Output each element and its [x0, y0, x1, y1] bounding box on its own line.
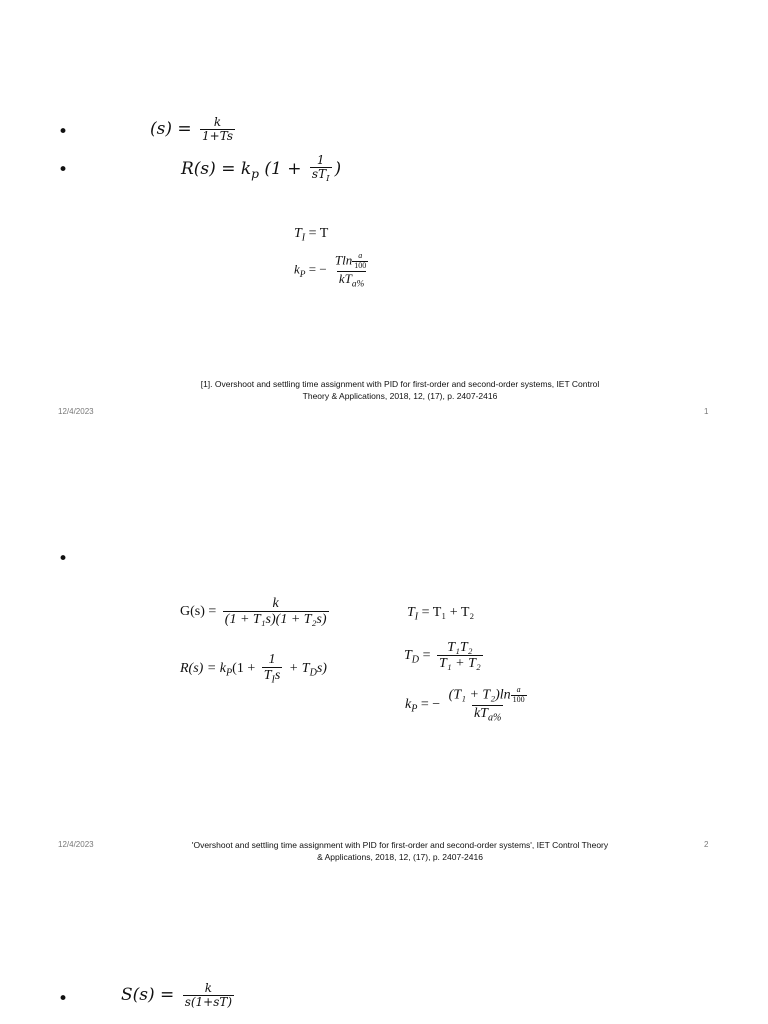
slide-date-2: 12/4/2023: [58, 840, 94, 849]
bullet-2: •: [58, 160, 69, 180]
equation-pid-controller: $R(s) = k_P(1$ + $\frac{1}{T_Is}$ + $T_Ds$): [180, 652, 327, 686]
equation-kp-slide1: $k_P$ = − Tln $\frac{a}{100}$ $kT_{a\%}$: [294, 251, 367, 289]
equation-kp-slide2: $k_P$ = − (T₁ + T₂)ln $\frac{a}{100}$ $kT_{a\%}$: [405, 685, 525, 724]
equation-plant-second-order: G(s) = $\frac{k}{\text{(1 + T₁s)(1 + T₂s)}}$: [180, 596, 327, 628]
equation-plant-integrator: S(s) = $\frac{k}{s(1+sT)}$: [121, 981, 233, 1010]
equation-plant-first-order: (s) = $\frac{k}{1+Ts}$: [150, 115, 234, 144]
equation-pi-controller: $R(s) = k_p$ (1 + $\frac{1}{sT_I}$ ): [181, 153, 342, 185]
slide-number-2: 2: [704, 840, 709, 849]
slide-number-1: 1: [704, 407, 709, 416]
reference-citation-1: [1]. Overshoot and settling time assignment with PID for first-order and second-order systems, IET Control Theory & Applications, 2018, 12, (17), p. 2407-2416: [200, 379, 600, 401]
slide-date-1: 12/4/2023: [58, 407, 94, 416]
bullet-3: •: [58, 549, 69, 569]
reference-citation-2: 'Overshoot and settling time assignment with PID for first-order and second-order systems', IET Control Theory & Applications, 2018, 12, (17), p. 2407-2416: [191, 840, 609, 862]
equation-ti-second-order: $T_I = T_1 + T_2$: [407, 605, 475, 623]
equation-ti: $T_I = T$: [294, 226, 329, 244]
bullet-1: •: [58, 122, 69, 142]
equation-td: $T_D$ = $\frac{\text{T₁T₂}}{\text{T₁ + T₂}}$: [404, 640, 481, 672]
bullet-4: •: [58, 989, 69, 1009]
